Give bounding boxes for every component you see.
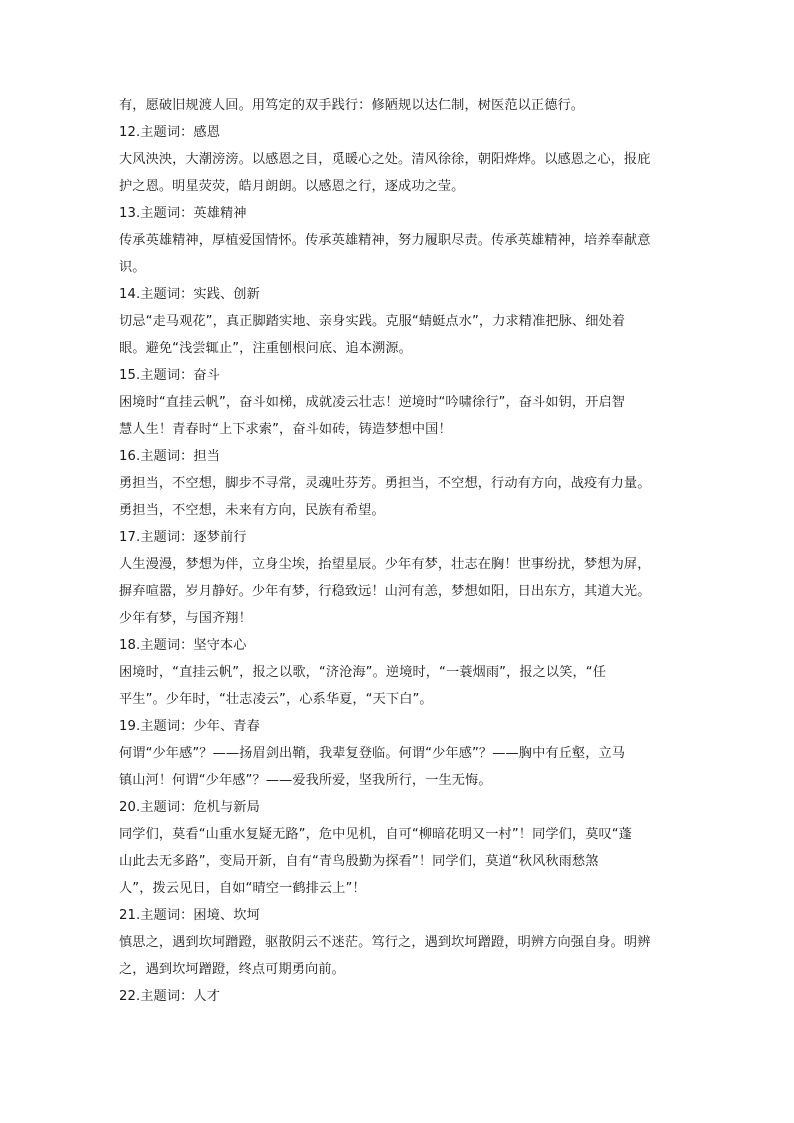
text-line: 传承英雄精神，厚植爱国情怀。传承英雄精神，努力履职尽责。传承英雄精神，培养奉献意: [119, 233, 651, 248]
text-line: 切忌“走马观花”，真正脚踏实地、亲身实践。克服“蜻蜓点水”，力求精准把脉、细处着: [119, 314, 626, 329]
section-heading: 14.主题词：实践、创新: [119, 287, 260, 302]
text-line: 困境时“直挂云帆”，奋斗如梯，成就凌云壮志！逆境时“吟啸徐行”，奋斗如钥，开启智: [119, 395, 626, 410]
text-line: 有，愿破旧规渡人回。用笃定的双手践行：修陋规以达仁制，树医范以正德行。: [119, 98, 585, 113]
text-line: 摒弃喧嚣，岁月静好。少年有梦，行稳致远！山河有恙，梦想如阳，日出东方，其道大光。: [119, 584, 651, 599]
text-line: 慎思之，遇到坎坷蹭蹬，驱散阴云不迷茫。笃行之，遇到坎坷蹭蹬，明辨方向强自身。明辨: [119, 935, 651, 950]
section-heading: 21.主题词：困境、坎坷: [119, 908, 260, 923]
section-heading: 16.主题词：担当: [119, 449, 220, 464]
text-line: 慧人生！青春时“上下求索”，奋斗如砖，铸造梦想中国！: [119, 422, 452, 437]
section-heading: 12.主题词：感恩: [119, 125, 220, 140]
text-line: 山此去无多路”，变局开新，自有“青鸟殷勤为探看”！同学们，莫道“秋风秋雨愁煞: [119, 854, 599, 869]
text-line: 少年有梦，与国齐翔！: [119, 611, 252, 626]
text-line: 之，遇到坎坷蹭蹬，终点可期勇向前。: [119, 962, 345, 977]
text-line: 眼。避免“浅尝辄止”，注重刨根问底、追本溯源。: [119, 341, 412, 356]
text-line: 人”，拨云见日，自如“晴空一鹤排云上”！: [119, 881, 366, 896]
section-heading: 20.主题词：危机与新局: [119, 800, 260, 815]
section-heading: 18.主题词：坚守本心: [119, 638, 247, 653]
text-line: 勇担当，不空想，脚步不寻常，灵魂吐芬芳。勇担当，不空想，行动有方向，战疫有力量。: [119, 476, 651, 491]
section-heading: 19.主题词：少年、青春: [119, 719, 260, 734]
text-line: 何谓“少年感”？——扬眉剑出鞘，我辈复登临。何谓“少年感”？——胸中有丘壑，立马: [119, 746, 626, 761]
text-line: 镇山河！何谓“少年感”？——爱我所爱，坚我所行，一生无悔。: [119, 773, 492, 788]
section-heading: 15.主题词：奋斗: [119, 368, 220, 383]
text-line: 同学们，莫看“山重水复疑无路”，危中见机，自可“柳暗花明又一村”！同学们，莫叹“蓬: [119, 827, 633, 842]
text-line: 困境时，“直挂云帆”，报之以歌，“济沧海”。逆境时，“一蓑烟雨”，报之以笑，“任: [119, 665, 607, 680]
text-line: 识。: [119, 260, 146, 275]
text-line: 人生漫漫，梦想为伴，立身尘埃，抬望星辰。少年有梦，壮志在胸！世事纷扰，梦想为屏，: [119, 557, 651, 572]
document-page: [119, 92, 679, 1010]
text-line: 勇担当，不空想，未来有方向，民族有希望。: [119, 503, 385, 518]
text-line: 大风泱泱，大潮滂滂。以感恩之目，觅暖心之处。清风徐徐，朝阳烨烨。以感恩之心，报庇: [119, 152, 651, 167]
section-heading: 13.主题词：英雄精神: [119, 206, 247, 221]
section-heading: 22.主题词：人才: [119, 989, 220, 1004]
section-heading: 17.主题词：逐梦前行: [119, 530, 247, 545]
text-line: 护之恩。明星荧荧，皓月朗朗。以感恩之行，逐成功之莹。: [119, 179, 465, 194]
text-line: 平生”。少年时，“壮志凌云”，心系华夏，“天下白”。: [119, 692, 433, 707]
